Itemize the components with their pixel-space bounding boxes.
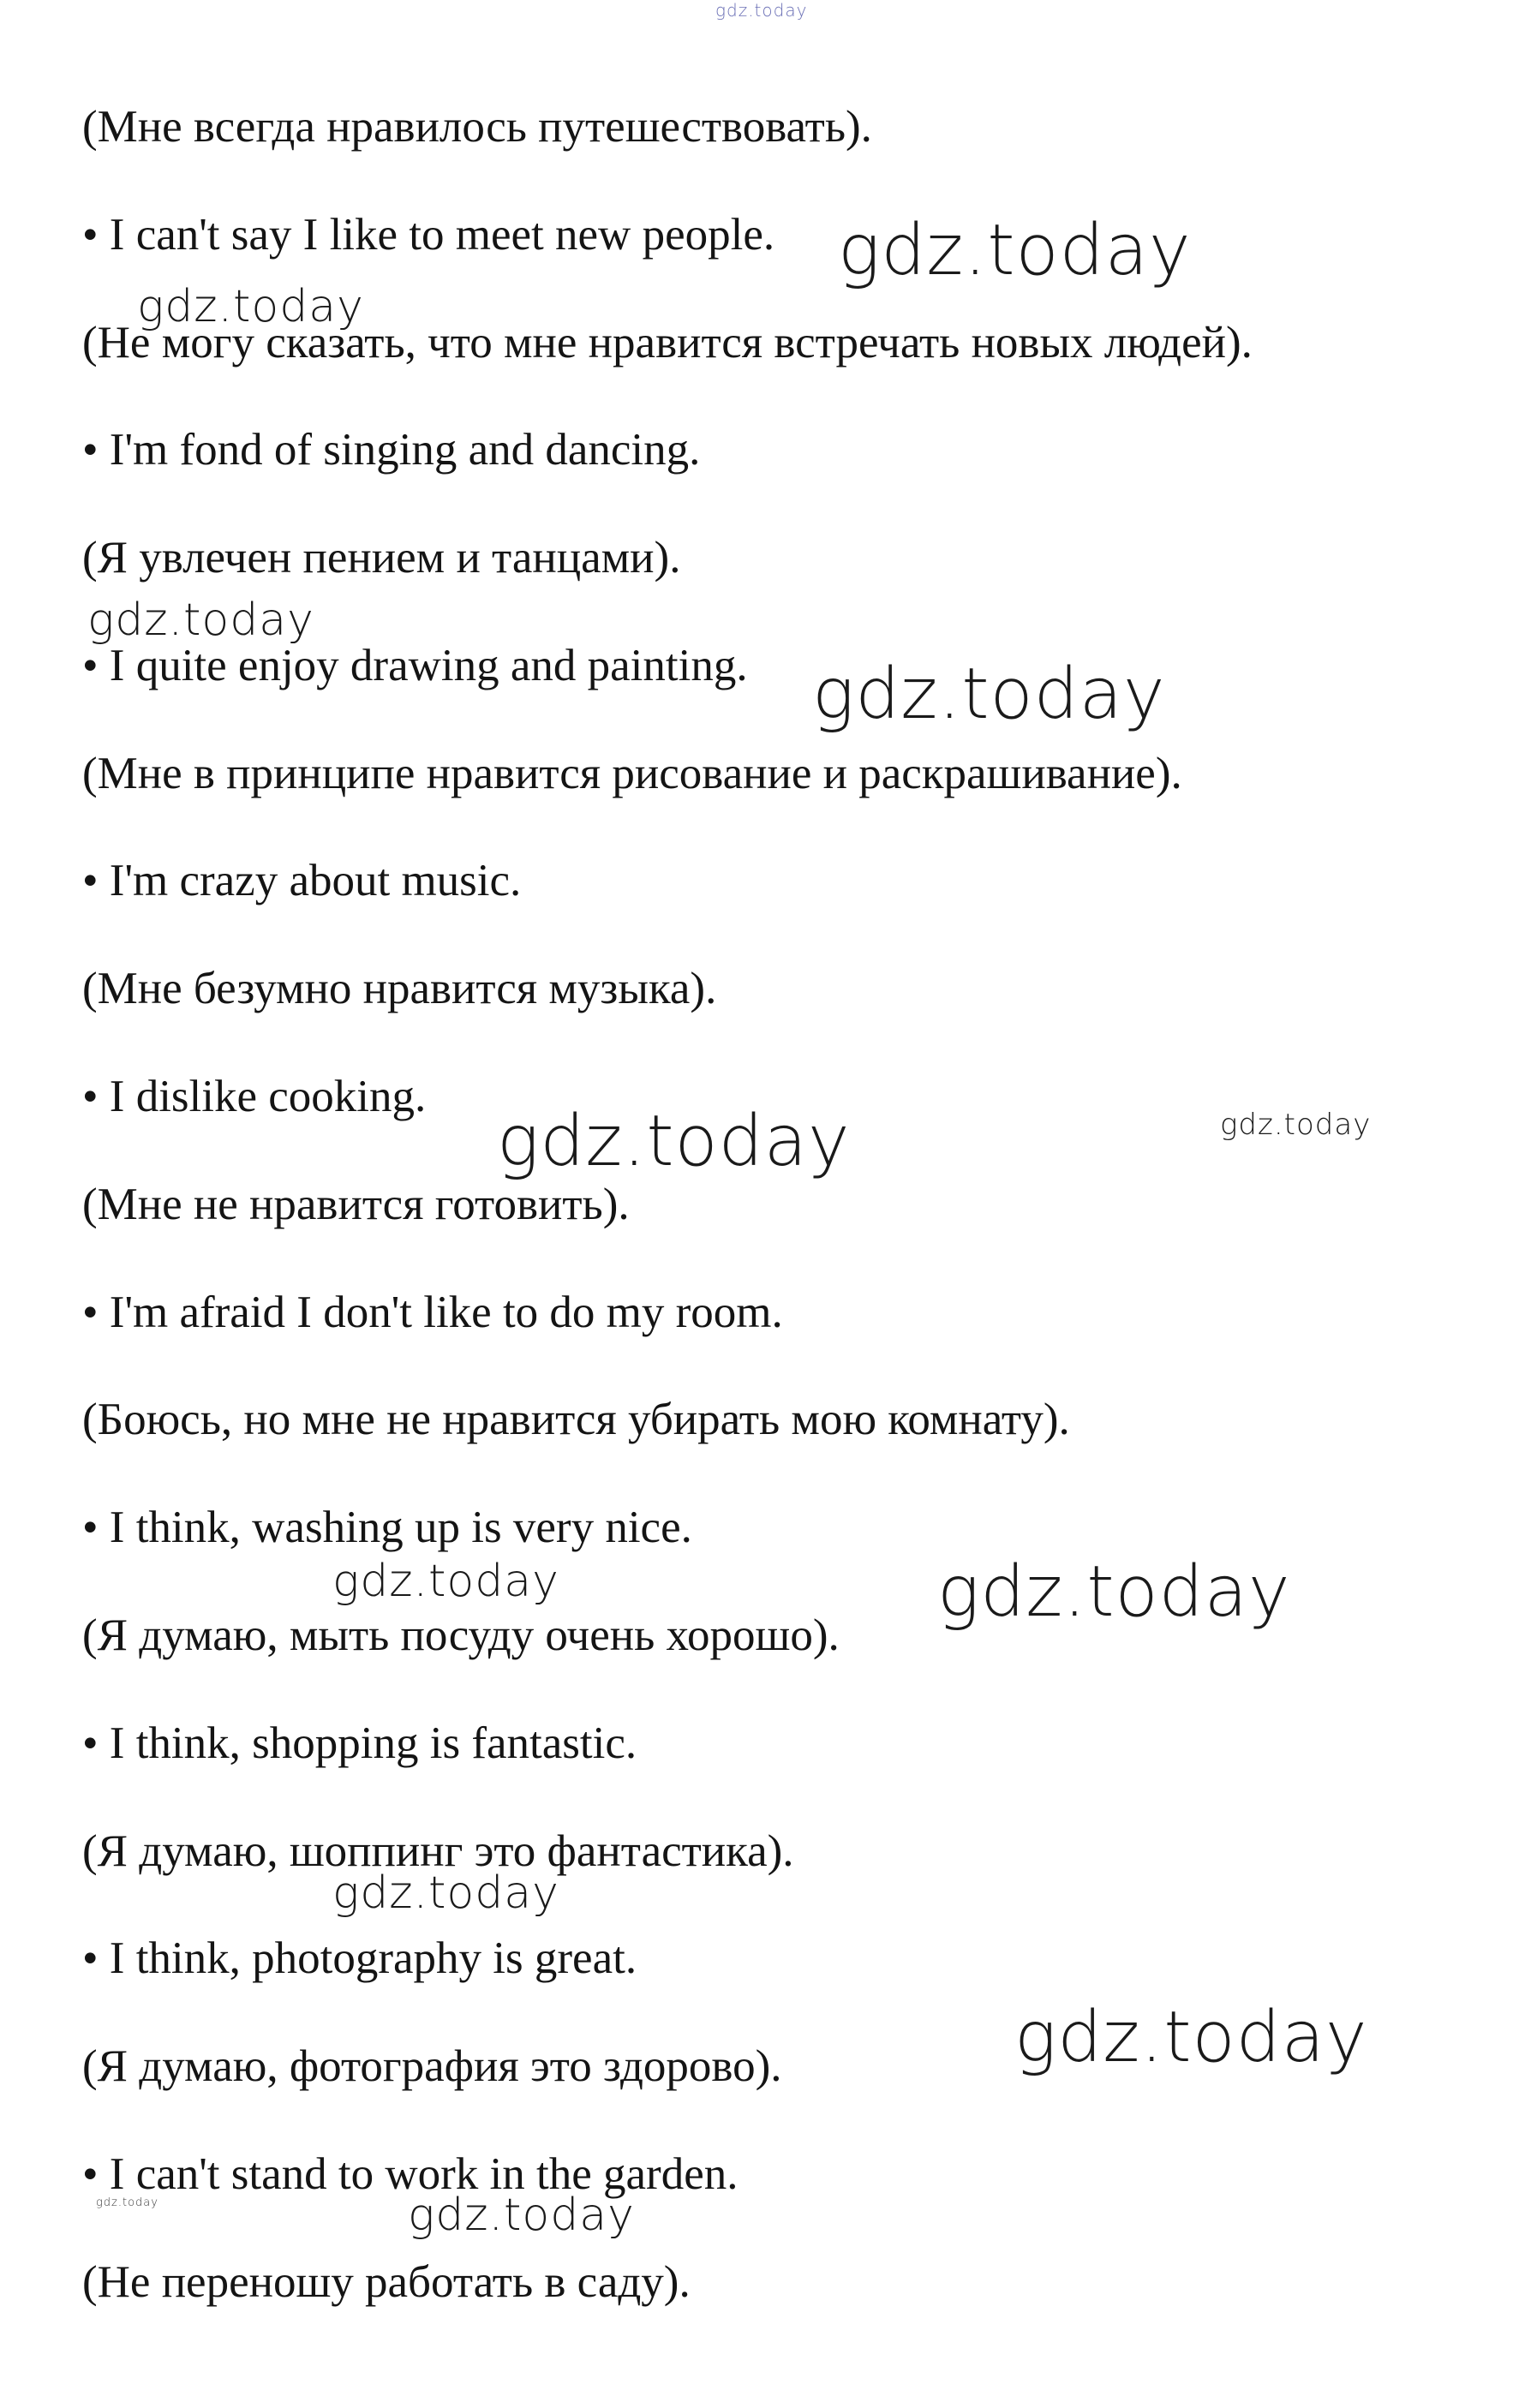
english-line: • I can't stand to work in the garden. — [82, 2149, 739, 2199]
english-line: • I can't say I like to meet new people. — [82, 210, 775, 260]
watermark: gdz.today — [838, 210, 1192, 291]
english-line: • I think, photography is great. — [82, 1933, 637, 1983]
english-line: • I'm fond of singing and dancing. — [82, 425, 701, 475]
english-line: • I'm crazy about music. — [82, 856, 522, 905]
watermark: gdz.today — [812, 654, 1166, 735]
english-line: • I think, shopping is fantastic. — [82, 1718, 637, 1768]
watermark: gdz.today — [497, 1101, 851, 1182]
translation-line: (Не могу сказать, что мне нравится встречать новых людей). — [82, 318, 1253, 367]
watermark: gdz.today — [332, 1867, 559, 1919]
watermark: gdz.today — [408, 2190, 635, 2241]
watermark-small: gdz.today — [96, 2196, 158, 2209]
translation-line: (Я увлечен пением и танцами). — [82, 533, 681, 583]
watermark: gdz.today — [1220, 1108, 1372, 1142]
english-line: • I dislike cooking. — [82, 1072, 427, 1121]
translation-line: (Я думаю, мыть посуду очень хорошо). — [82, 1610, 840, 1660]
watermark: gdz.today — [937, 1551, 1291, 1633]
watermark: gdz.today — [137, 281, 364, 332]
watermark-top: gdz.today — [715, 0, 808, 21]
watermark: gdz.today — [332, 1556, 559, 1607]
english-line: • I quite enjoy drawing and painting. — [82, 641, 748, 690]
translation-line: (Мне безумно нравится музыка). — [82, 964, 717, 1013]
translation-line: (Боюсь, но мне не нравится убирать мою комнату). — [82, 1395, 1070, 1444]
translation-line: (Я думаю, фотография это здорово). — [82, 2041, 782, 2091]
english-line: • I'm afraid I don't like to do my room. — [82, 1288, 783, 1337]
translation-line: (Мне всегда нравилось путешествовать). — [82, 102, 872, 152]
watermark: gdz.today — [87, 595, 314, 646]
translation-line: (Мне в принципе нравится рисование и раскрашивание). — [82, 749, 1182, 798]
english-line: • I think, washing up is very nice. — [82, 1503, 692, 1552]
translation-line: (Я думаю, шоппинг это фантастика). — [82, 1826, 794, 1876]
translation-line: (Мне не нравится готовить). — [82, 1180, 630, 1229]
translation-line: (Не переношу работать в саду). — [82, 2257, 691, 2307]
watermark: gdz.today — [1014, 1997, 1368, 2078]
